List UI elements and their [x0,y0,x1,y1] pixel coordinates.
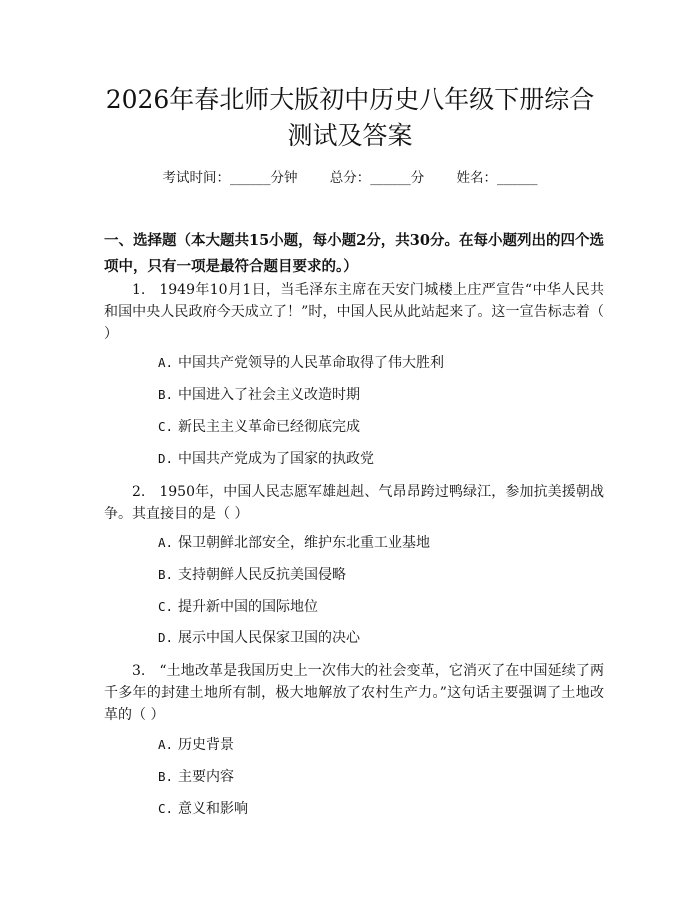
document-title-line-2: 测试及答案 [287,121,413,150]
option-letter: C. [158,801,174,816]
exam-info-row [0,168,700,188]
question-number: 3. [132,663,146,679]
exam-time-field: 考试时间：______分钟 [162,170,298,186]
question-3-option-b [158,767,234,787]
question-1-option-c [158,417,360,437]
option-text: 新民主主义革命已经彻底完成 [178,419,360,435]
question-1-option-d [158,449,374,469]
option-text: 主要内容 [178,769,234,785]
question-text: “土地改革是我国历史上一次伟大的社会变革，它消灭了在中国延续了两千多年的封建土地所有制，极大地解放了农村生产力。”这句话主要强调了土地改革的（ ） [104,663,604,723]
question-2-option-d [158,628,360,648]
question-2-option-b [158,565,346,585]
question-1-stem [104,279,604,345]
option-letter: B. [158,567,174,582]
question-text: 1949年10月1日，当毛泽东主席在天安门城楼上庄严宣告“中华人民共和国中央人民政府今天成立了！”时，中国人民从此站起来了。这一宣告标志着（ ） [104,282,604,342]
option-letter: C. [158,419,174,434]
option-letter: A. [158,535,174,550]
option-text: 中国进入了社会主义改造时期 [178,387,360,403]
option-text: 中国共产党成为了国家的执政党 [178,451,374,467]
option-letter: A. [158,355,174,370]
question-3-option-c [158,799,248,819]
option-text: 展示中国人民保家卫国的决心 [178,630,360,646]
option-letter: B. [158,769,174,784]
option-text: 历史背景 [178,737,234,753]
option-text: 意义和影响 [178,801,248,817]
option-text: 保卫朝鲜北部安全，维护东北重工业基地 [178,535,430,551]
question-2-option-c [158,597,318,617]
student-name-field: 姓名：______ [456,170,538,186]
question-number: 1. [132,282,146,298]
option-letter: D. [158,630,174,645]
document-title-line-1: 2026年春北师大版初中历史八年级下册综合 [105,85,595,114]
question-1-option-a [158,353,444,373]
option-text: 支持朝鲜人民反抗美国侵略 [178,567,346,583]
question-2-stem [104,481,604,525]
question-1-option-b [158,385,360,405]
question-text: 1950年，中国人民志愿军雄赳赳、气昂昂跨过鸭绿江，参加抗美援朝战争。其直接目的是（ ） [104,484,604,522]
option-letter: B. [158,387,174,402]
question-number: 2. [132,484,146,500]
option-text: 提升新中国的国际地位 [178,599,318,615]
total-score-field: 总分：______分 [329,170,425,186]
question-2-option-a [158,533,430,553]
option-text: 中国共产党领导的人民革命取得了伟大胜利 [178,355,444,371]
question-3-option-a [158,735,234,755]
section-heading-choice: 一、选择题（本大题共15小题，每小题2分，共30分。在每小题列出的四个选项中，只有一项是最符合题目要求的。） [104,232,604,275]
question-3-stem [104,660,604,726]
option-letter: C. [158,599,174,614]
option-letter: D. [158,451,174,466]
option-letter: A. [158,737,174,752]
